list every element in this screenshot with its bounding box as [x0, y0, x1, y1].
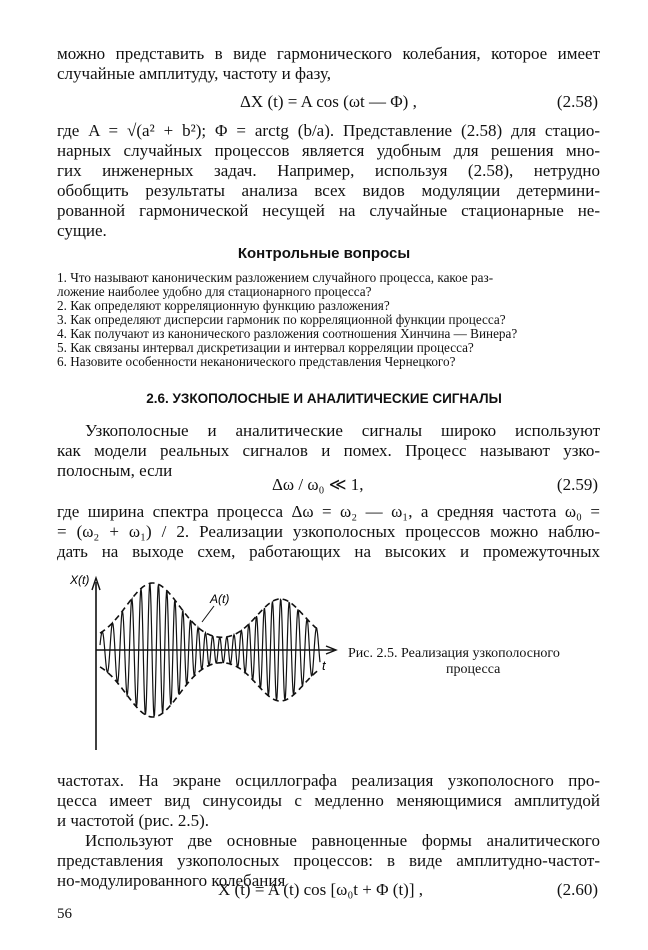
equation-2-59-number: (2.59) [556, 475, 598, 494]
question-line-3: 2. Как определяют корреляционную функцию разложения? [57, 298, 390, 313]
envelope-label-pointer [202, 606, 214, 622]
figure-caption-line-1: Рис. 2.5. Реализация узкополосного [348, 646, 560, 661]
equation-2-58: ΔX (t) = A cos (ωt — Φ) , [240, 92, 417, 111]
intro-line-1: можно представить в виде гармонического колебания, которое имеет [57, 44, 600, 63]
intro-para-line-3: гих инженерных задач. Например, используя (2.58), нетрудно [57, 161, 600, 180]
equation-2-58-number: (2.58) [556, 92, 598, 111]
intro-para-line-5: рованной гармонической несущей на случайные стационарные не- [57, 201, 600, 220]
narrowband-process-figure [64, 570, 354, 755]
equation-2-60-number: (2.60) [556, 880, 598, 899]
section-para2-line-2: = (ω₂ + ω₁) / 2. Реализации узкополосных процессов можно наблю- [57, 522, 600, 541]
question-line-6: 5. Как связаны интервал дискретизации и интервал корреляции процесса? [57, 340, 474, 355]
y-axis-label: X(t) [70, 573, 90, 587]
page-number: 56 [57, 906, 72, 922]
envelope-label: A(t) [210, 592, 230, 606]
question-line-2: ложение наиболее удобно для стационарного процесса? [57, 284, 372, 299]
after-para1-line-3: и частотой (рис. 2.5). [57, 811, 209, 830]
intro-para-line-6: сущие. [57, 221, 107, 240]
after-para1-line-2: цесса имеет вид синусоиды с медленно меняющимися амплитудой [57, 791, 600, 810]
section-para1-line-2: как модели реальных сигналов и помех. Процесс называют узко- [57, 441, 600, 460]
intro-line-2: случайные амплитуду, частоту и фазу, [57, 64, 331, 83]
x-axis-label: t [322, 658, 326, 673]
figure-caption-line-2: процесса [446, 662, 501, 677]
after-para2-line-1: Используют две основные равноценные формы аналитического [85, 831, 600, 850]
equation-2-59: Δω / ω₀ ≪ 1, [272, 475, 364, 494]
question-line-4: 3. Как определяют дисперсии гармоник по корреляционной функции процесса? [57, 312, 506, 327]
after-para1-line-1: частотах. На экране осциллографа реализация узкополосного про- [57, 771, 600, 790]
after-para2-line-3: но-модулированного колебания [57, 871, 286, 890]
question-line-7: 6. Назовите особенности неканонического представления Чернецкого? [57, 354, 456, 369]
intro-para-line-1: где A = √(a² + b²); Φ = arctg (b/a). Представление (2.58) для стацио- [57, 121, 600, 140]
section-para2-line-1: где ширина спектра процесса Δω = ω₂ — ω₁, а средняя частота ω₀ = [57, 502, 600, 521]
question-line-1: 1. Что называют каноническим разложением случайного процесса, какое раз- [57, 270, 494, 285]
section-para1-line-3: полосным, если [57, 461, 173, 480]
questions-heading: Контрольные вопросы [237, 245, 411, 262]
section-heading: 2.6. УЗКОПОЛОСНЫЕ И АНАЛИТИЧЕСКИЕ СИГНАЛЫ [146, 391, 502, 406]
equation-2-60: X (t) = A (t) cos [ω₀t + Φ (t)] , [218, 880, 423, 899]
intro-para-line-4: обобщить результаты анализа всех видов модуляции детермини- [57, 181, 600, 200]
question-line-5: 4. Как получают из канонического разложения соотношения Хинчина — Винера? [57, 326, 518, 341]
after-para2-line-2: представления узкополосных процессов: в виде амплитудно-частот- [57, 851, 600, 870]
section-para2-line-3: дать на выходе схем, работающих на высоких и промежуточных [57, 542, 600, 561]
intro-para-line-2: нарных случайных процессов является удобным для решения мно- [57, 141, 600, 160]
section-para1-line-1: Узкополосные и аналитические сигналы широко используют [85, 421, 600, 440]
